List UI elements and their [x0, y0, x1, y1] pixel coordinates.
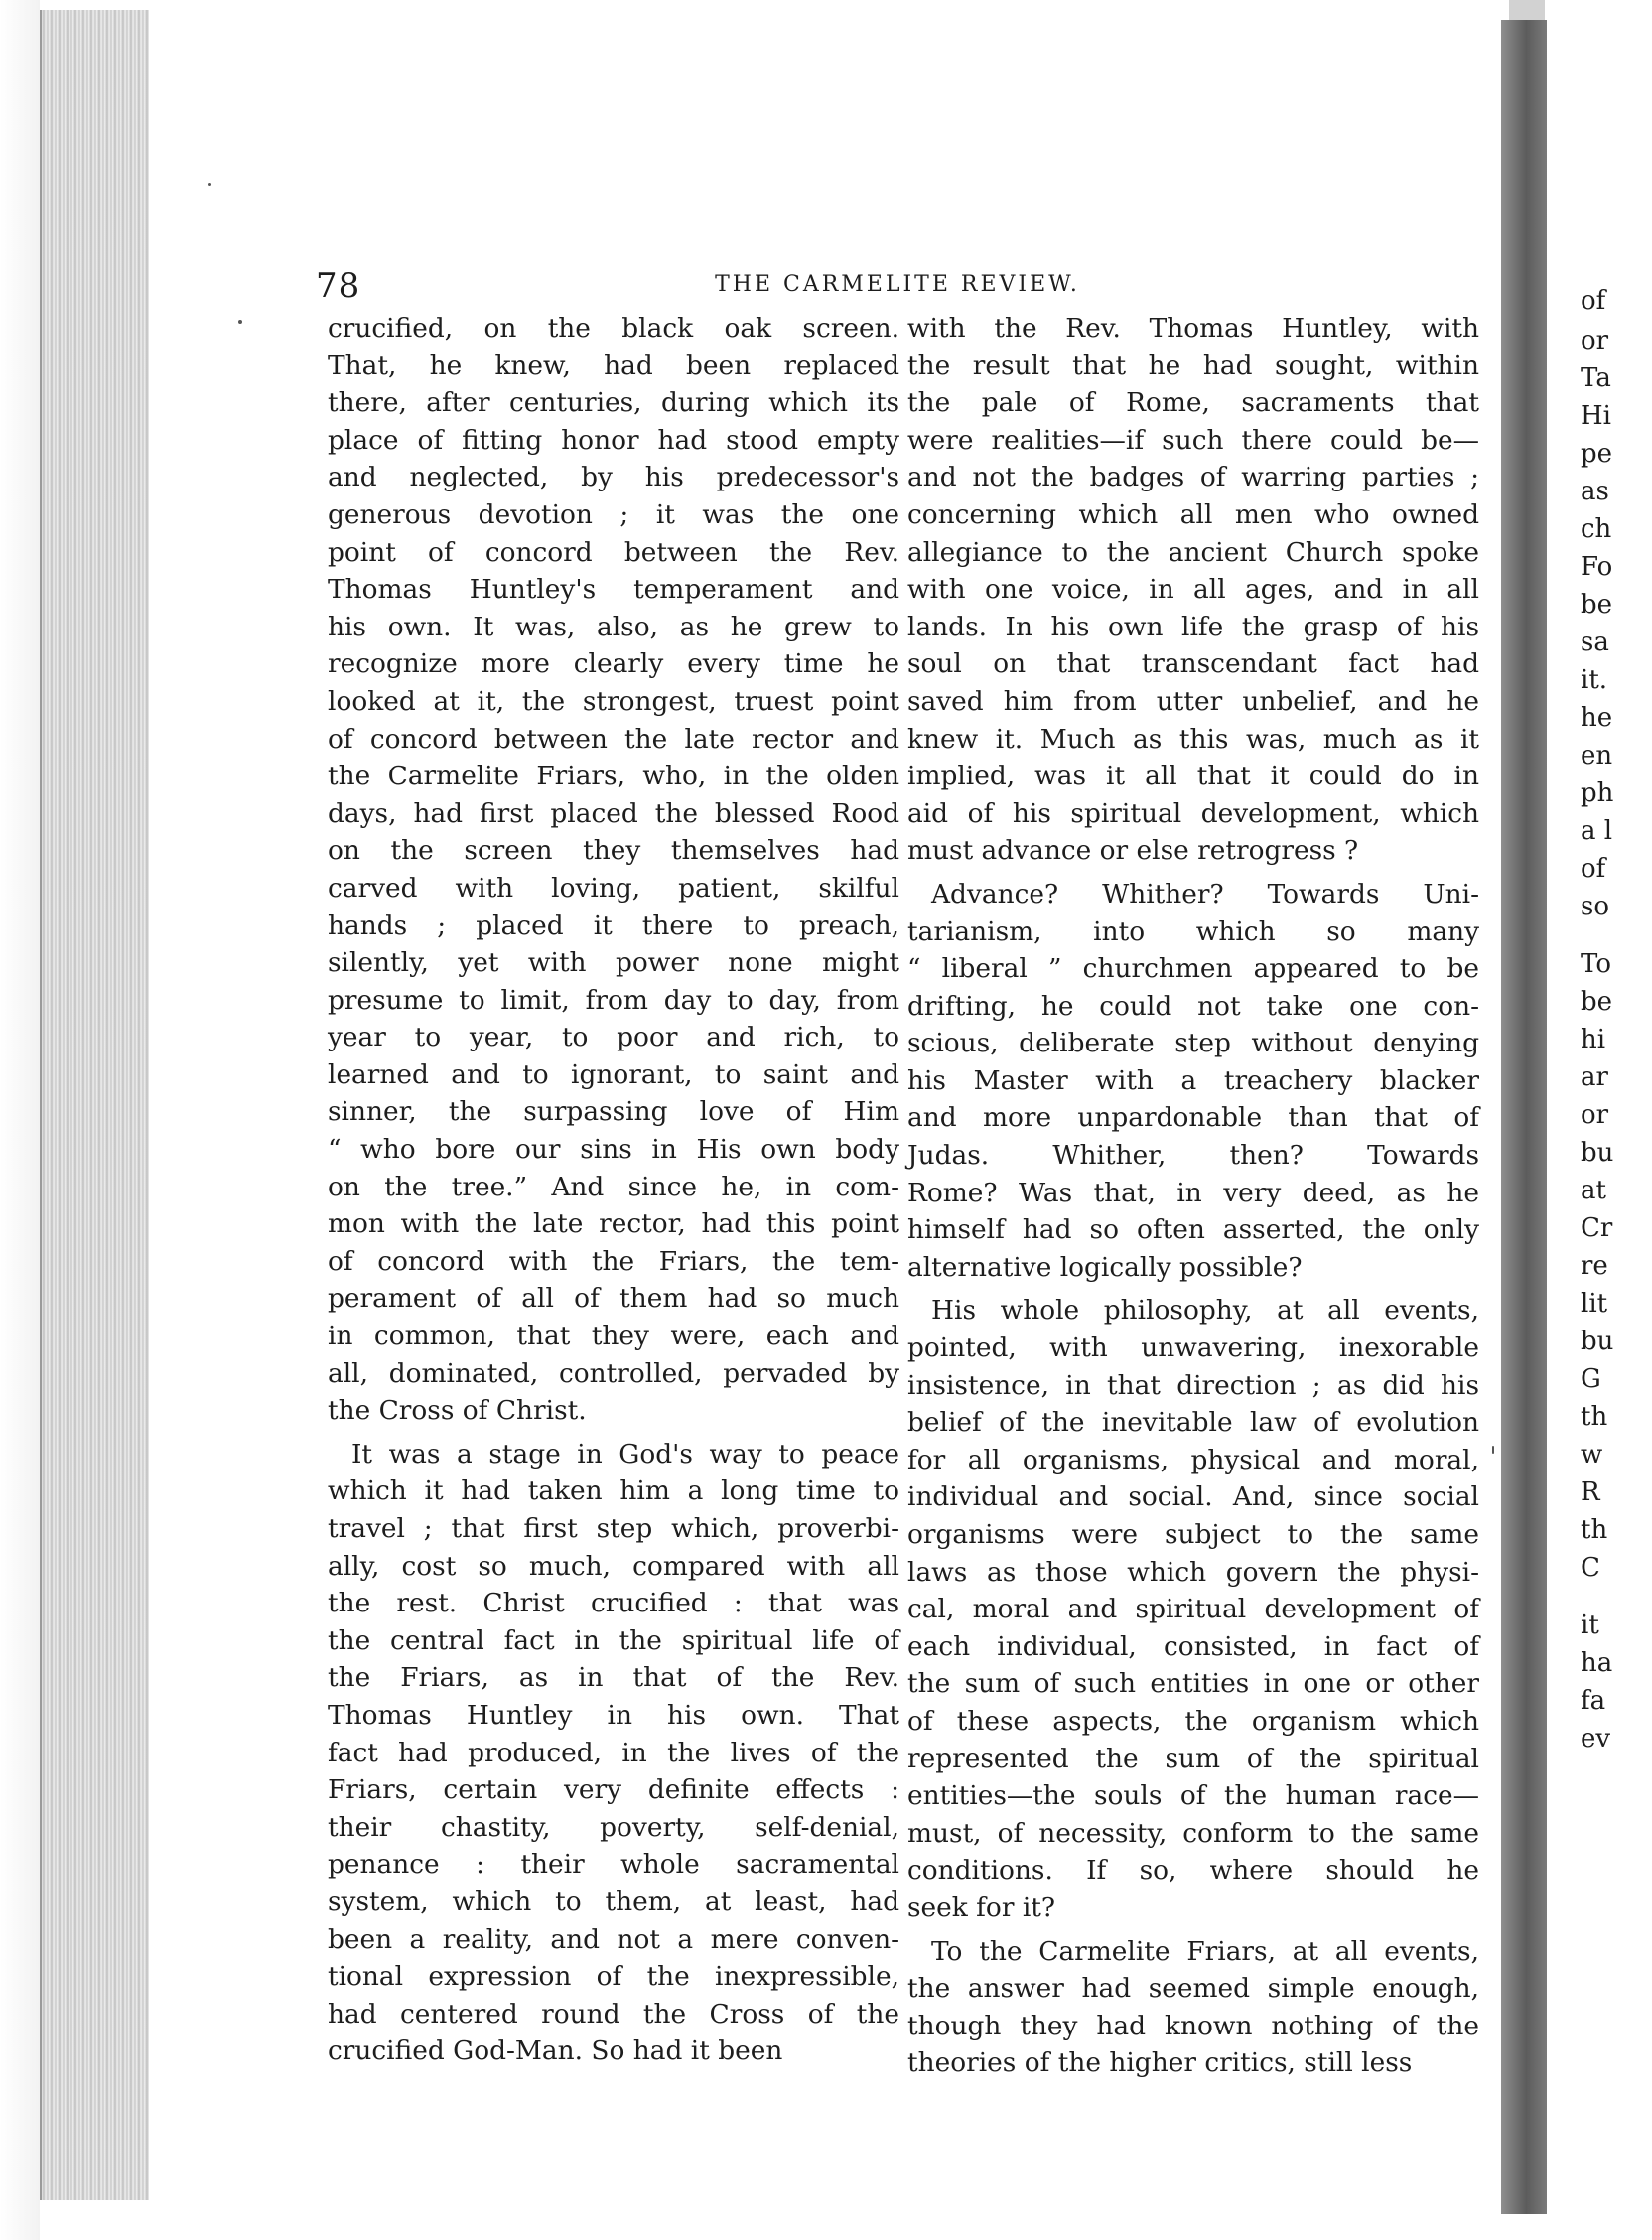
facing-page-word-fragment: hi [1581, 1025, 1606, 1054]
page-number: 78 [316, 266, 361, 306]
text-line: and not the badges of warring parties ; [907, 462, 1479, 493]
text-line: the pale of Rome, sacraments that [907, 387, 1479, 419]
text-line: crucified God-Man. So had it been [328, 2035, 783, 2067]
text-line: perament of all of them had so much [328, 1283, 899, 1315]
text-line: been a reality, and not a mere conven- [328, 1923, 899, 1955]
text-line: “ who bore our sins in His own body [328, 1134, 899, 1166]
facing-page-word-fragment: w [1581, 1440, 1603, 1470]
text-line: year to year, to poor and rich, to [328, 1022, 899, 1053]
text-line: silently, yet with power none might [328, 947, 899, 979]
text-line: looked at it, the strongest, truest point [328, 685, 899, 717]
running-head [316, 266, 1479, 310]
text-line: insistence, in that direction ; as did his [907, 1369, 1479, 1401]
text-line: That, he knew, had been replaced [328, 350, 899, 381]
facing-page-word-fragment: ar [1581, 1062, 1608, 1092]
text-line: days, had first placed the blessed Rood [328, 797, 899, 829]
facing-page-word-fragment: bu [1581, 1138, 1614, 1168]
text-line: point of concord between the Rev. [328, 536, 899, 568]
text-line: represented the sum of the spiritual [907, 1743, 1479, 1774]
facing-page-word-fragment: or [1581, 1100, 1609, 1130]
text-line: in common, that they were, each and [328, 1321, 899, 1352]
facing-page-word-fragment: of [1581, 286, 1606, 316]
text-line: on the tree.” And since he, in com- [328, 1171, 899, 1202]
text-line: the answer had seemed simple enough, [907, 1973, 1479, 2005]
text-line: entities—the souls of the human race— [907, 1780, 1479, 1812]
text-line: seek for it? [907, 1891, 1056, 1923]
text-line: cal, moral and spiritual development of [907, 1594, 1479, 1625]
facing-page-word-fragment: Ta [1581, 363, 1611, 393]
facing-page-word-fragment: pe [1581, 439, 1613, 469]
book-gutter [1501, 20, 1547, 2214]
text-line: must advance or else retrogress ? [907, 835, 1359, 867]
text-line: allegiance to the ancient Church spoke [907, 536, 1479, 568]
text-line: must, of necessity, conform to the same [907, 1817, 1479, 1849]
facing-page-word-fragment: Fo [1581, 552, 1613, 582]
text-line: implied, was it all that it could do in [907, 761, 1479, 792]
text-line: there, after centuries, during which its [328, 387, 899, 419]
text-line: all, dominated, controlled, pervaded by [328, 1357, 899, 1389]
facing-page-word-fragment: it [1581, 1610, 1599, 1640]
facing-page-word-fragment: To [1581, 949, 1611, 979]
text-line: his Master with a treachery blacker [907, 1064, 1479, 1096]
facing-page-word-fragment: a l [1581, 816, 1613, 846]
text-line: His whole philosophy, at all events, [931, 1295, 1479, 1327]
text-line: carved with loving, patient, skilful [328, 872, 899, 904]
text-line: the Carmelite Friars, who, in the olden [328, 761, 899, 792]
text-line: his own. It was, also, as he grew to [328, 611, 899, 642]
text-line: Rome? Was that, in very deed, as he [907, 1177, 1479, 1208]
text-line: penance : their whole sacramental [328, 1849, 899, 1881]
facing-page-word-fragment: ha [1581, 1648, 1613, 1678]
text-line: pointed, with unwavering, inexorable [907, 1332, 1479, 1364]
text-line: belief of the inevitable law of evolution [907, 1407, 1479, 1439]
facing-page-word-fragment: R [1581, 1477, 1600, 1507]
text-line: individual and social. And, since social [907, 1481, 1479, 1513]
facing-page-word-fragment: it. [1581, 665, 1608, 695]
text-line: sinner, the surpassing love of Him [328, 1096, 899, 1128]
facing-page-word-fragment: lit [1581, 1289, 1608, 1319]
text-line: of these aspects, the organism which [907, 1705, 1479, 1737]
text-line: ally, cost so much, compared with all [328, 1550, 899, 1582]
text-line: To the Carmelite Friars, at all events, [931, 1935, 1479, 1967]
text-line: of concord between the late rector and [328, 723, 899, 755]
facing-page-word-fragment: ch [1581, 514, 1612, 544]
facing-page-word-fragment: be [1581, 987, 1613, 1017]
text-line: the Cross of Christ. [328, 1395, 587, 1427]
text-line: fact had produced, in the lives of the [328, 1737, 899, 1768]
text-line: learned and to ignorant, to saint and [328, 1058, 899, 1090]
text-line: had centered round the Cross of the [328, 1998, 899, 2030]
facing-page-word-fragment: bu [1581, 1327, 1614, 1356]
facing-page-word-fragment: he [1581, 703, 1613, 733]
left-text-column [328, 310, 899, 2070]
text-line: “ liberal ” churchmen appeared to be [907, 953, 1479, 985]
facing-page-word-fragment: Cr [1581, 1213, 1613, 1243]
facing-page-fragment [1581, 278, 1652, 1827]
text-line: generous devotion ; it was the one [328, 498, 899, 530]
text-line: presume to limit, from day to day, from [328, 984, 899, 1016]
facing-page-word-fragment: so [1581, 892, 1609, 921]
text-line: with the Rev. Thomas Huntley, with [907, 313, 1479, 344]
text-line: drifting, he could not take one con- [907, 990, 1479, 1022]
facing-page-word-fragment: en [1581, 741, 1613, 770]
text-line: Thomas Huntley in his own. That [328, 1699, 899, 1731]
text-line: travel ; that first step which, proverbi- [328, 1513, 899, 1544]
facing-page-word-fragment: ph [1581, 778, 1614, 808]
text-line: tarianism, into which so many [907, 915, 1479, 947]
text-line: knew it. Much as this was, much as it [907, 723, 1479, 755]
text-line: laws as those which govern the physi- [907, 1556, 1479, 1588]
journal-title: THE CARMELITE REVIEW. [715, 272, 1080, 297]
facing-page-word-fragment: C [1581, 1553, 1600, 1583]
text-line: Thomas Huntley's temperament and [328, 574, 899, 606]
text-line: tional expression of the inexpressible, [328, 1961, 899, 1993]
facing-page-word-fragment: re [1581, 1251, 1608, 1281]
print-speck [1492, 1446, 1494, 1454]
text-line: aid of his spiritual development, which [907, 797, 1479, 829]
facing-page-word-fragment: fa [1581, 1686, 1606, 1716]
text-line: their chastity, poverty, self-denial, [328, 1811, 899, 1843]
text-line: mon with the late rector, had this point [328, 1208, 899, 1240]
facing-page-word-fragment: Hi [1581, 401, 1611, 431]
facing-page-word-fragment: or [1581, 326, 1609, 355]
facing-page-word-fragment: of [1581, 854, 1606, 884]
text-line: Friars, certain very definite effects : [328, 1774, 899, 1806]
text-line: hands ; placed it there to preach, [328, 910, 899, 941]
text-line: which it had taken him a long time to [328, 1475, 899, 1507]
text-line: Judas. Whither, then? Towards [907, 1140, 1479, 1172]
text-line: and more unpardonable than that of [907, 1102, 1479, 1134]
text-line: saved him from utter unbelief, and he [907, 685, 1479, 717]
text-line: recognize more clearly every time he [328, 648, 899, 680]
text-line: himself had so often asserted, the only [907, 1214, 1479, 1246]
facing-page-word-fragment: sa [1581, 628, 1609, 657]
facing-page-word-fragment: at [1581, 1176, 1606, 1205]
facing-page-word-fragment: be [1581, 590, 1613, 620]
text-line: crucified, on the black oak screen. [328, 313, 899, 344]
text-line: on the screen they themselves had [328, 835, 899, 867]
text-line: Advance? Whither? Towards Uni- [931, 878, 1479, 910]
print-speck [208, 183, 211, 186]
text-line: lands. In his own life the grasp of his [907, 611, 1479, 642]
facing-page-word-fragment: th [1581, 1515, 1608, 1545]
text-line: and neglected, by his predecessor's [328, 462, 899, 493]
text-line: the rest. Christ crucified : that was [328, 1588, 899, 1619]
text-line: the Friars, as in that of the Rev. [328, 1662, 899, 1694]
text-line: soul on that transcendant fact had [907, 648, 1479, 680]
text-line: It was a stage in God's way to peace [351, 1438, 899, 1470]
text-line: alternative logically possible? [907, 1251, 1303, 1283]
text-line: concerning which all men who owned [907, 498, 1479, 530]
text-line: with one voice, in all ages, and in all [907, 574, 1479, 606]
text-line: theories of the higher critics, still less [907, 2047, 1413, 2079]
text-line: for all organisms, physical and moral, [907, 1444, 1479, 1475]
facing-page-word-fragment: as [1581, 477, 1609, 506]
text-line: place of fitting honor had stood empty [328, 424, 899, 456]
text-line: each individual, consisted, in fact of [907, 1630, 1479, 1662]
text-line: scious, deliberate step without denying [907, 1028, 1479, 1059]
text-line: of concord with the Friars, the tem- [328, 1245, 899, 1277]
text-line: conditions. If so, where should he [907, 1855, 1479, 1887]
text-line: the sum of such entities in one or other [907, 1668, 1479, 1700]
text-line: the central fact in the spiritual life of [328, 1624, 899, 1656]
text-line: organisms were subject to the same [907, 1519, 1479, 1550]
facing-page-word-fragment: ev [1581, 1724, 1611, 1753]
page-shadow [0, 0, 40, 2240]
text-line: system, which to them, at least, had [328, 1886, 899, 1917]
right-text-column [907, 310, 1479, 2082]
facing-page-word-fragment: th [1581, 1402, 1608, 1432]
text-line: though they had known nothing of the [907, 2010, 1479, 2041]
text-line: the result that he had sought, within [907, 350, 1479, 381]
text-line: were realities—if such there could be— [907, 424, 1479, 456]
book-page-edges [40, 10, 149, 2200]
facing-page-word-fragment: G [1581, 1364, 1601, 1394]
print-speck [238, 320, 242, 324]
